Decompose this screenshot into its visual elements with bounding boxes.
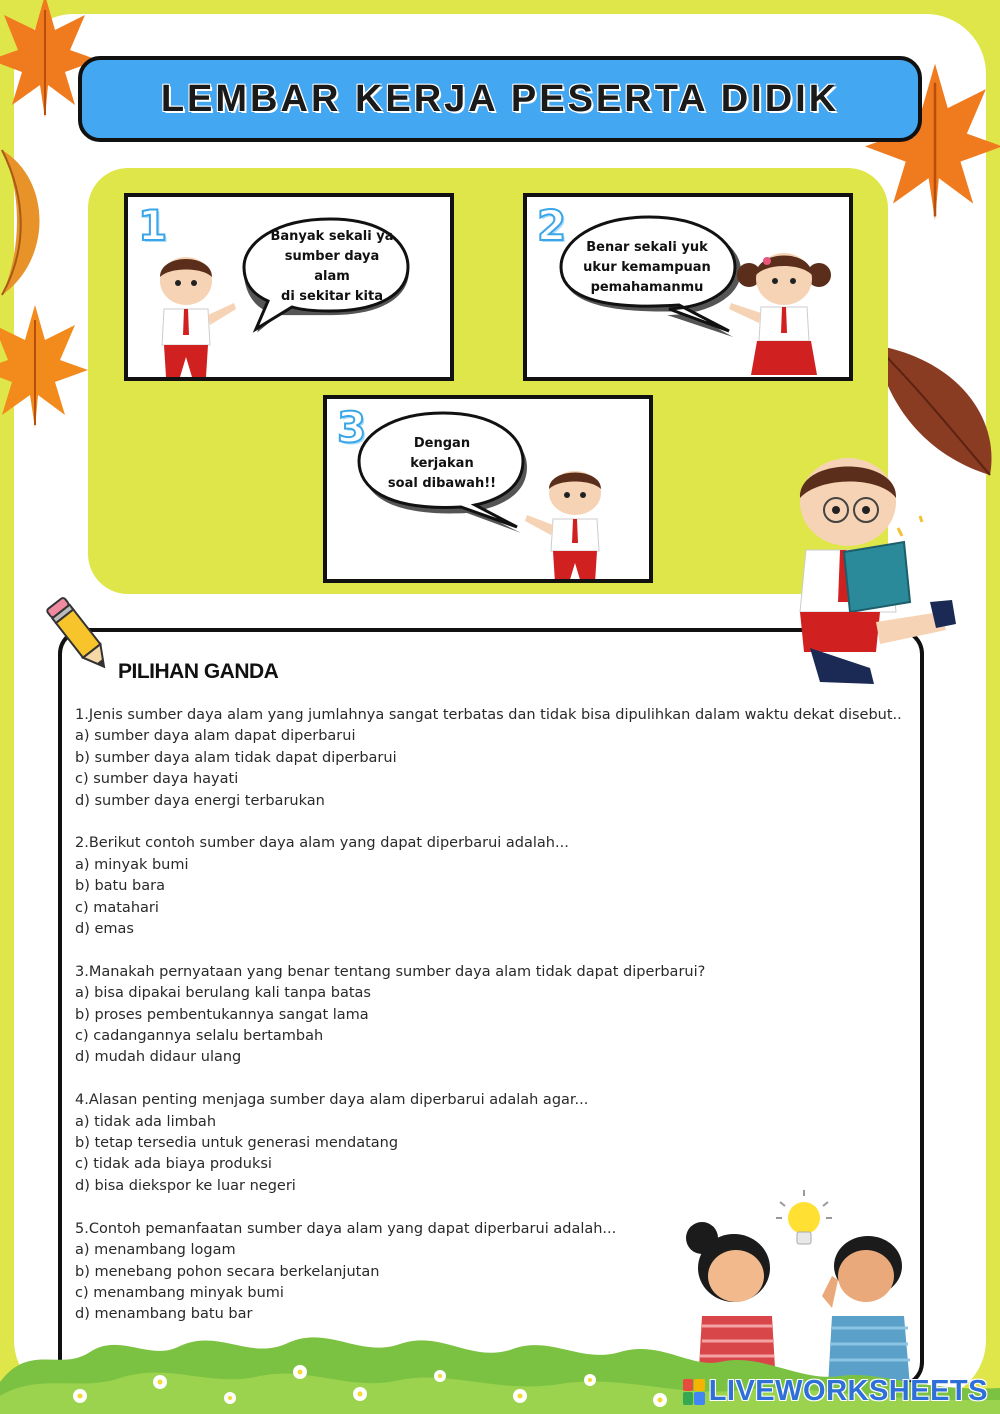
- answer-option[interactable]: b) batu bara: [75, 878, 165, 895]
- comic-panel-1: [124, 193, 454, 381]
- title-banner: [78, 56, 922, 142]
- answer-option[interactable]: b) sumber daya alam tidak dapat diperbarui: [75, 749, 397, 766]
- question-3: [75, 962, 915, 1069]
- answer-option[interactable]: d) emas: [75, 921, 134, 938]
- answer-option[interactable]: a) bisa dipakai berulang kali tanpa batas: [75, 985, 371, 1002]
- answer-option[interactable]: d) sumber daya energi terbarukan: [75, 792, 325, 809]
- answer-option[interactable]: b) tetap tersedia untuk generasi mendatang: [75, 1135, 399, 1152]
- speech-text-3: Dengan kerjakan soal dibawah!!: [387, 436, 497, 491]
- girl-student-icon: [727, 245, 837, 381]
- question-text: 5.Contoh pemanfaatan sumber daya alam yang dapat diperbarui adalah...: [75, 1220, 617, 1237]
- watermark-text: LIVEWORKSHEETS: [708, 1375, 988, 1407]
- reading-boy-icon: [780, 452, 960, 692]
- question-2: [75, 833, 915, 940]
- answer-option[interactable]: c) menambang minyak bumi: [75, 1284, 284, 1301]
- maple-leaf-left-icon: [0, 300, 90, 430]
- question-text: 3.Manakah pernyataan yang benar tentang sumber daya alam tidak dapat diperbarui?: [75, 963, 706, 980]
- answer-option[interactable]: b) menebang pohon secara berkelanjutan: [75, 1263, 380, 1280]
- question-4: [75, 1090, 915, 1197]
- answer-option[interactable]: a) sumber daya alam dapat diperbarui: [75, 728, 356, 745]
- leaf-left-icon: [0, 140, 52, 300]
- answer-option[interactable]: a) minyak bumi: [75, 856, 189, 873]
- page-title: LEMBAR KERJA PESERTA DIDIK: [160, 77, 840, 120]
- comic-panel-3: [323, 395, 653, 583]
- speech-bubble-1: [236, 217, 416, 335]
- pencil-icon: [40, 592, 116, 678]
- boy-student-icon: [148, 253, 238, 381]
- liveworksheets-logo-icon: [683, 1379, 705, 1405]
- answer-option[interactable]: a) menambang logam: [75, 1242, 236, 1259]
- answer-option[interactable]: d) mudah didaur ulang: [75, 1049, 242, 1066]
- answer-option[interactable]: c) sumber daya hayati: [75, 771, 239, 788]
- answer-option[interactable]: c) matahari: [75, 899, 159, 916]
- panel-number-1: 1: [138, 201, 168, 250]
- question-1: [75, 705, 915, 812]
- answer-option[interactable]: b) proses pembentukannya sangat lama: [75, 1006, 369, 1023]
- quiz-heading: PILIHAN GANDA: [118, 660, 279, 683]
- speech-text-2: Benar sekali yuk ukur kemampuan pemahamanmu: [583, 240, 711, 295]
- answer-option[interactable]: c) cadangannya selalu bertambah: [75, 1028, 324, 1045]
- question-text: 2.Berikut contoh sumber daya alam yang dapat diperbarui adalah...: [75, 835, 569, 852]
- speech-text-1: Banyak sekali ya sumber daya alam di sekitar kita: [270, 229, 394, 304]
- question-text: 1.Jenis sumber daya alam yang jumlahnya sangat terbatas dan tidak bisa dipulihkan dalam waktu dekat disebut..: [75, 707, 902, 723]
- question-text: 4.Alasan penting menjaga sumber daya alam diperbarui adalah agar...: [75, 1092, 589, 1109]
- answer-option[interactable]: a) tidak ada limbah: [75, 1113, 217, 1130]
- comic-panel-2: [523, 193, 853, 381]
- liveworksheets-watermark[interactable]: [683, 1375, 988, 1408]
- panel-number-2: 2: [537, 201, 567, 250]
- boy-student-icon: [523, 467, 619, 583]
- speech-bubble-3: [357, 411, 533, 535]
- answer-option[interactable]: d) bisa diekspor ke luar negeri: [75, 1177, 296, 1194]
- panel-number-3: 3: [337, 403, 367, 452]
- speech-bubble-2: [557, 215, 747, 339]
- answer-option[interactable]: c) tidak ada biaya produksi: [75, 1156, 272, 1173]
- answer-option[interactable]: d) menambang batu bar: [75, 1306, 253, 1323]
